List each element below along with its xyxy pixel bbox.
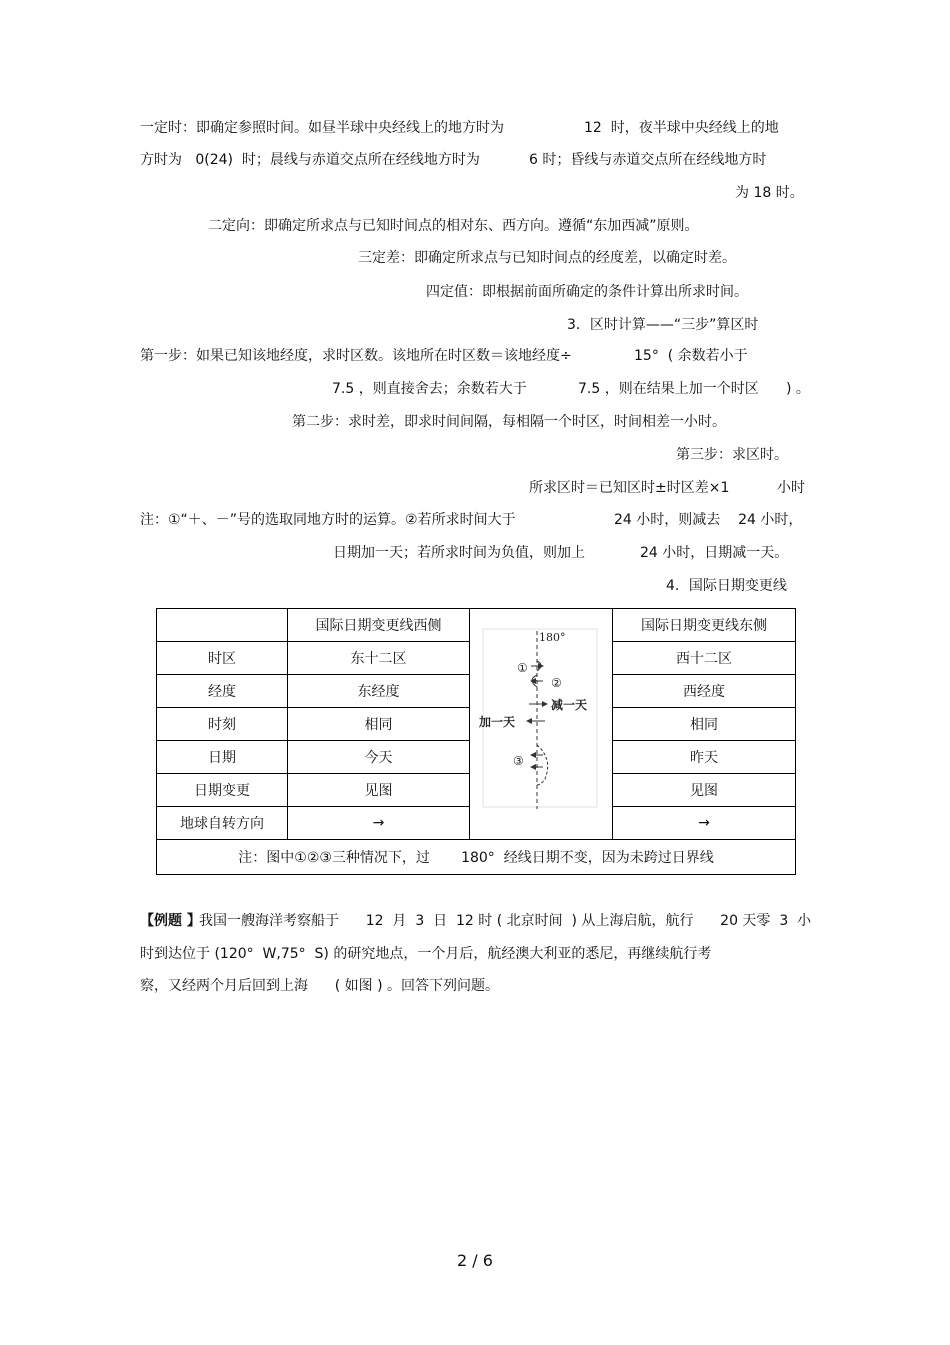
row-label: 地球自转方向 bbox=[157, 807, 288, 840]
table-header-row bbox=[157, 609, 796, 642]
cell-east: 西经度 bbox=[613, 675, 796, 708]
line-9a: 7.5 ，则直接舍去；余数若大于 bbox=[332, 381, 527, 397]
cell-east: 西十二区 bbox=[613, 642, 796, 675]
table-cell-empty bbox=[157, 609, 288, 642]
example-tag: 【例题 】 bbox=[140, 913, 201, 929]
line-11: 第三步：求区时。 bbox=[676, 447, 788, 463]
row-label: 日期变更 bbox=[157, 774, 288, 807]
cell-west: 相同 bbox=[288, 708, 470, 741]
line-15: 4．国际日期变更线 bbox=[666, 578, 787, 594]
line-13b: 24 小时，则减去 24 小时， bbox=[614, 512, 803, 528]
meridian-label: 180° bbox=[538, 631, 565, 644]
line-14b: 24 小时，日期减一天。 bbox=[640, 545, 789, 561]
line-13a: 注：①“＋、－”号的选取同地方时的运算。②若所求时间大于 bbox=[140, 512, 516, 528]
cell-west: 今天 bbox=[288, 741, 470, 774]
line-4: 二定向：即确定所求点与已知时间点的相对东、西方向。遵循“东加西减”原则。 bbox=[208, 218, 699, 234]
line-1b: 12 时，夜半球中央经线上的地 bbox=[584, 120, 779, 136]
line-3: 为 18 时。 bbox=[735, 185, 804, 201]
date-line-figure-cell bbox=[470, 609, 613, 840]
cell-west: 见图 bbox=[288, 774, 470, 807]
marker-1: ① bbox=[516, 661, 528, 675]
example-line-3: 察，又经两个月后回到上海 ( 如图 ) 。回答下列问题。 bbox=[140, 978, 499, 994]
table-note-row bbox=[157, 840, 796, 875]
table-note: 注：图中①②③三种情况下，过 180° 经线日期不变，因为未跨过日界线 bbox=[157, 840, 796, 875]
line-12b: 小时 bbox=[777, 480, 805, 496]
date-line-table bbox=[156, 608, 796, 875]
cell-east: 见图 bbox=[613, 774, 796, 807]
example-line-2: 时到达位于 (120° W,75° S) 的研究地点，一个月后，航经澳大利亚的悉尼，再继续航行考 bbox=[140, 946, 712, 962]
line-1a: 一定时：即确定参照时间。如昼半球中央经线上的地方时为 bbox=[140, 120, 504, 136]
row-label: 日期 bbox=[157, 741, 288, 774]
cell-west: 东十二区 bbox=[288, 642, 470, 675]
line-14a: 日期加一天；若所求时间为负值，则加上 bbox=[333, 545, 585, 561]
cell-east: 昨天 bbox=[613, 741, 796, 774]
line-5: 三定差：即确定所求点与已知时间点的经度差，以确定时差。 bbox=[358, 250, 736, 266]
cell-east: → bbox=[613, 807, 796, 840]
line-2a: 方时为 0(24) 时；晨线与赤道交点所在经线地方时为 bbox=[140, 152, 480, 168]
line-8b: 15° ( 余数若小于 bbox=[634, 348, 748, 364]
line-9c: ) 。 bbox=[786, 381, 810, 397]
row-label: 时刻 bbox=[157, 708, 288, 741]
line-12a: 所求区时＝已知区时±时区差×1 bbox=[529, 480, 730, 496]
example-line-1: 我国一艘海洋考察船于 12 月 3 日 12 时 ( 北京时间 ) 从上海启航，航行 20 天零 3 小 bbox=[199, 913, 812, 929]
header-east: 国际日期变更线东侧 bbox=[613, 609, 796, 642]
line-10: 第二步：求时差，即求时间间隔，每相隔一个时区，时间相差一小时。 bbox=[292, 414, 726, 430]
cell-east: 相同 bbox=[613, 708, 796, 741]
minus-day-label: 减一天 bbox=[550, 698, 587, 712]
marker-3: ③ bbox=[512, 754, 524, 768]
line-2b: 6 时；昏线与赤道交点所在经线地方时 bbox=[529, 152, 767, 168]
line-7: 3．区时计算——“三步”算区时 bbox=[567, 317, 759, 333]
line-9b: 7.5 ，则在结果上加一个时区 bbox=[578, 381, 759, 397]
line-6: 四定值：即根据前面所确定的条件计算出所求时间。 bbox=[426, 284, 748, 300]
cell-west: 东经度 bbox=[288, 675, 470, 708]
cell-west: → bbox=[288, 807, 470, 840]
page-number: 2 / 6 bbox=[457, 1251, 493, 1270]
header-west: 国际日期变更线西侧 bbox=[288, 609, 470, 642]
marker-2: ② bbox=[550, 676, 562, 690]
date-line-figure bbox=[471, 609, 612, 839]
line-8a: 第一步：如果已知该地经度，求时区数。该地所在时区数＝该地经度÷ bbox=[140, 348, 572, 364]
plus-day-label: 加一天 bbox=[478, 715, 515, 729]
row-label: 时区 bbox=[157, 642, 288, 675]
row-label: 经度 bbox=[157, 675, 288, 708]
